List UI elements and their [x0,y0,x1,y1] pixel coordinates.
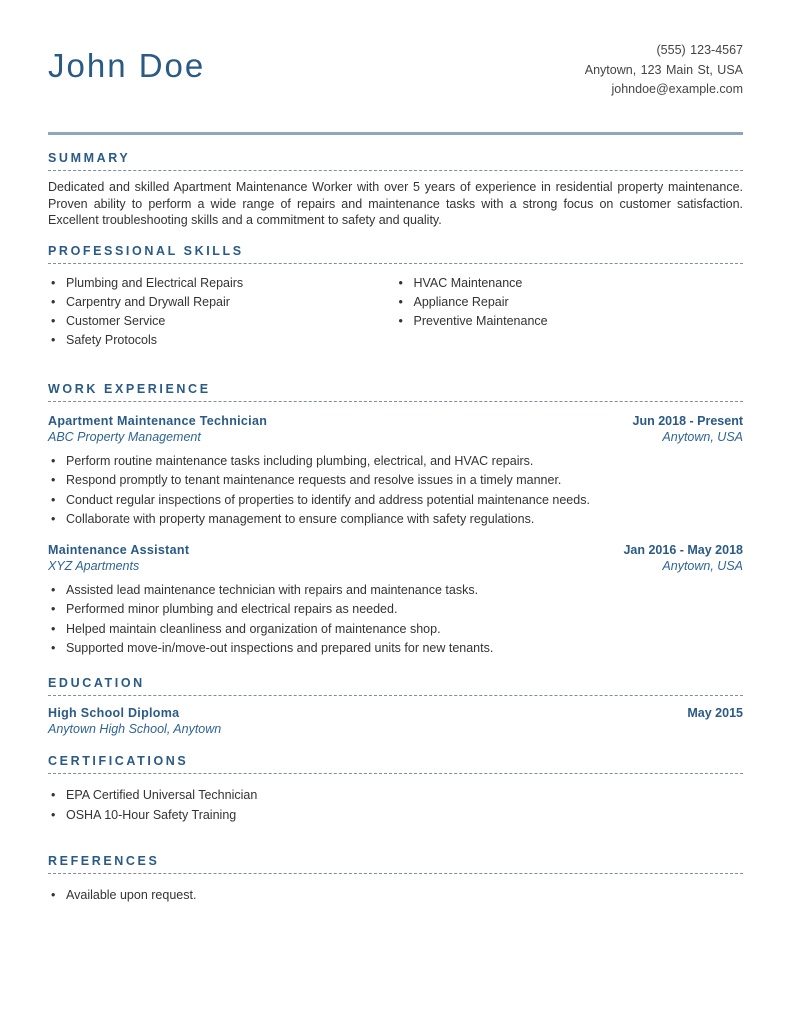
job-duty: • Perform routine maintenance tasks including plumbing, electrical, and HVAC repairs. [48,452,743,471]
email-address: johndoe@example.com [611,82,743,96]
certification-item: • EPA Certified Universal Technician [48,785,743,805]
skill-item: • HVAC Maintenance [396,274,744,293]
references-section [48,854,743,905]
job-duty: • Respond promptly to tenant maintenance requests and resolve issues in a timely manner. [48,471,743,490]
graduation-date: May 2015 [687,706,743,720]
certifications-section [48,754,743,825]
job-duty: • Supported move-in/move-out inspections and prepared units for new tenants. [48,639,743,658]
job-company: ABC Property Management [48,430,201,444]
job-duty: • Helped maintain cleanliness and organization of maintenance shop. [48,620,743,639]
skills-section [48,244,743,350]
skills-columns [48,274,743,350]
job-duty: • Performed minor plumbing and electrical repairs as needed. [48,600,743,619]
skills-list-right [396,274,744,350]
school-name: Anytown High School, Anytown [48,722,222,736]
work-experience-section [48,382,743,655]
references-list [48,885,743,905]
job-location: Anytown, USA [662,430,743,444]
job-duty: • Collaborate with property management to ensure compliance with safety regulations. [48,510,743,529]
education-section [48,676,743,737]
job-location: Anytown, USA [662,559,743,573]
references-heading: REFERENCES [48,854,743,874]
header-divider [48,132,743,135]
work-experience-heading: WORK EXPERIENCE [48,382,743,402]
contact-info [585,41,743,100]
job-duties [48,452,743,529]
summary-text: Dedicated and skilled Apartment Maintenance Worker with over 5 years of experience in residential property maintenance. Proven ability to perform a wide range of repairs and maintenance tasks with a strong focus on customer satisfaction. Excellent troubleshooting skills and a commitment to safety and quality. [48,180,743,227]
certifications-list [48,785,743,825]
summary-section [48,151,743,229]
degree-title: High School Diploma [48,706,180,720]
address: Anytown, 123 Main St, USA [584,62,743,77]
certifications-heading: CERTIFICATIONS [48,754,743,774]
job-company: XYZ Apartments [48,559,140,573]
skill-item: • Appliance Repair [396,293,744,312]
job-entry [48,413,743,529]
job-entry [48,542,743,658]
job-duty: • Assisted lead maintenance technician with repairs and maintenance tasks. [48,581,743,600]
skill-item: • Preventive Maintenance [396,312,744,331]
skill-item: • Carpentry and Drywall Repair [48,293,396,312]
skill-item: • Customer Service [48,312,396,331]
resume-header [48,0,743,135]
summary-heading: SUMMARY [48,151,743,171]
skills-list-left [48,274,396,350]
job-title: Maintenance Assistant [48,543,190,557]
job-dates: Jan 2016 - May 2018 [623,543,743,557]
skill-item: • Safety Protocols [48,331,396,350]
phone-number: (555) 123-4567 [656,43,743,57]
job-duties [48,581,743,658]
job-duty: • Conduct regular inspections of properties to identify and address potential maintenance needs. [48,491,743,510]
certification-item: • OSHA 10-Hour Safety Training [48,805,743,825]
skill-item: • Plumbing and Electrical Repairs [48,274,396,293]
education-heading: EDUCATION [48,676,743,696]
candidate-name: John Doe [48,47,206,84]
resume-page [48,0,743,902]
job-dates: Jun 2018 - Present [632,414,743,428]
skills-heading: PROFESSIONAL SKILLS [48,244,743,264]
education-entry [48,705,743,737]
job-title: Apartment Maintenance Technician [48,414,268,428]
reference-item: • Available upon request. [48,885,743,905]
